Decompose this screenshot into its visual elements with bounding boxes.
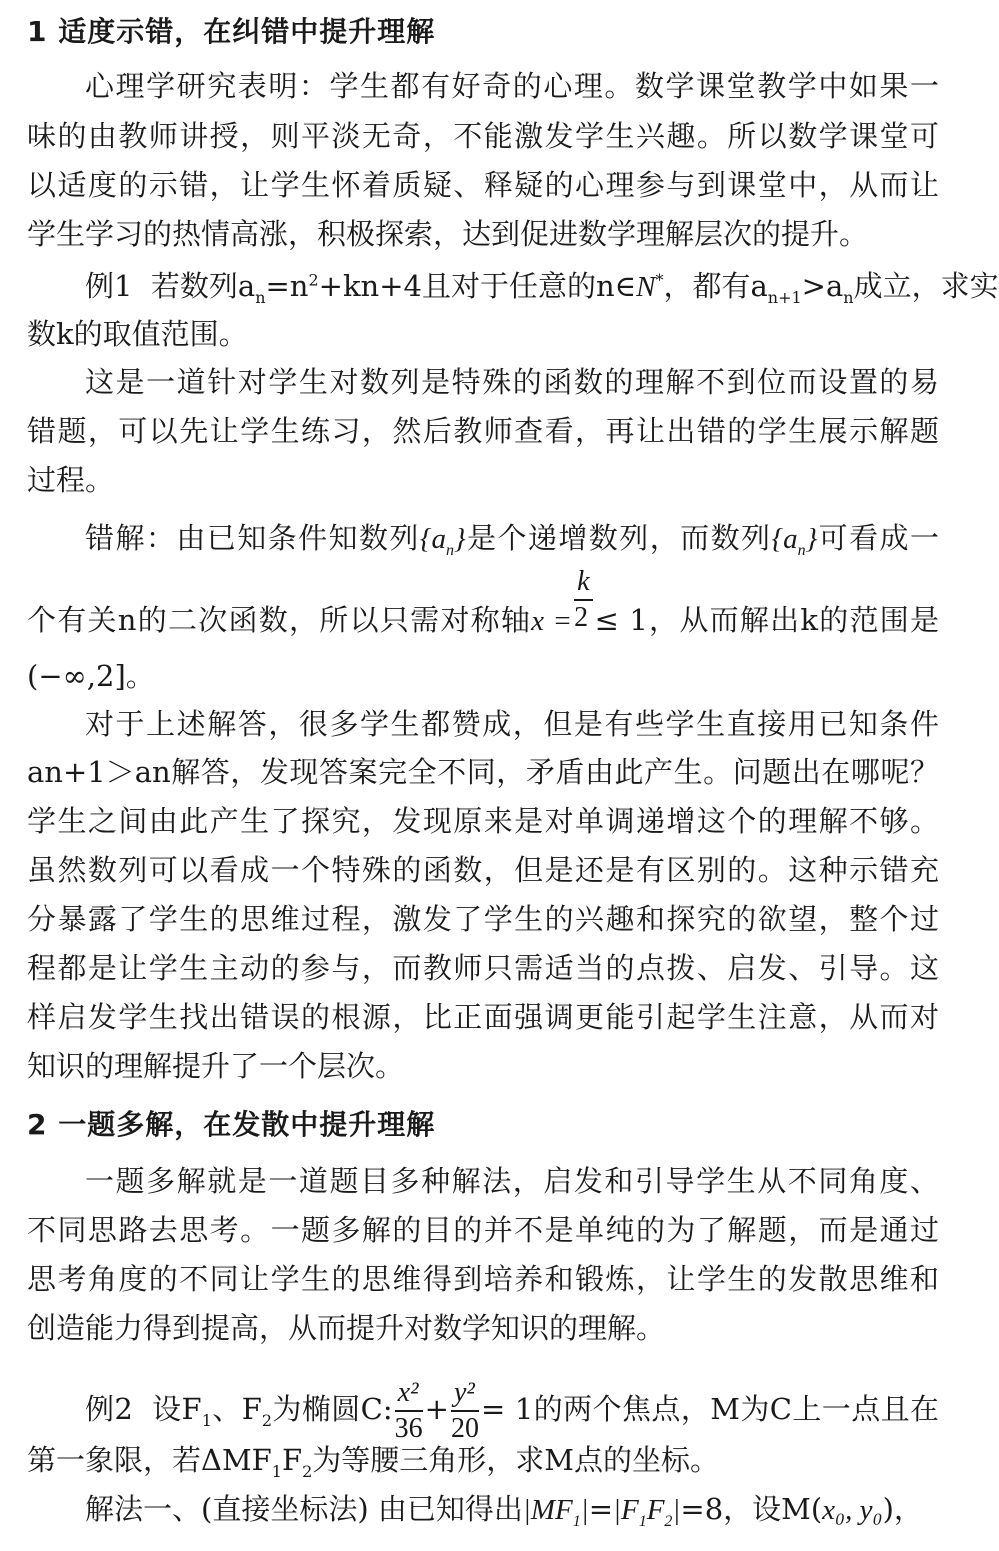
text-line: 不同思路去思考。一题多解的目的并不是单纯的为了解题，而是通过 bbox=[27, 1213, 939, 1247]
example-2-line: 例2 设$F_1$、$F_2$为椭圆C: $\frac{\text{x²}}{36}$ + $\frac{\text{y²}}{20}$ = 1的两个焦点，M为C上一点且在 bbox=[85, 1377, 940, 1444]
section-1-heading: 1 适度示错，在纠错中提升理解 bbox=[27, 15, 436, 48]
text-line: 过程。 bbox=[27, 463, 115, 497]
fraction-x2-over-36: $\frac{\text{x²}}{36}$ bbox=[394, 1377, 423, 1444]
fraction-y2-over-20: $\frac{\text{y²}}{20}$ bbox=[450, 1377, 479, 1444]
fraction-k-over-2: $\frac{k}{2}$ bbox=[574, 565, 592, 635]
text-line: 一题多解就是一道题目多种解法，启发和引导学生从不同角度、 bbox=[85, 1164, 939, 1198]
text-line: 对于上述解答，很多学生都赞成，但是有些学生直接用已知条件 bbox=[85, 707, 939, 741]
text-line: 学生学习的热情高涨，积极探索，达到促进数学理解层次的提升。 bbox=[27, 217, 869, 251]
example-1-line: 例1 若数列$a_n=n^2+kn+4$且对于任意的n∈N*，都有$a_{n+1}>a_n$成立，求实 bbox=[85, 269, 999, 307]
example-2-line-2: 第一象限，若$\Delta MF_1F_2$为等腰三角形，求M点的坐标。 bbox=[27, 1443, 719, 1481]
text-line: 分暴露了学生的思维过程，激发了学生的兴趣和探究的欲望，整个过 bbox=[27, 902, 939, 936]
wrong-solution-line-1: 错解：由已知条件知数列$\{a_n\}$是个递增数列，而数列$\{a_n\}$可看成一 bbox=[85, 521, 939, 559]
text-line: 虽然数列可以看成一个特殊的函数，但是还是有区别的。这种示错充 bbox=[27, 853, 939, 887]
text-line: 错题，可以先让学生练习，然后教师查看，再让出错的学生展示解题 bbox=[27, 414, 939, 448]
section-2-heading: 2 一题多解，在发散中提升理解 bbox=[27, 1108, 436, 1141]
text-line: 知识的理解提升了一个层次。 bbox=[27, 1049, 405, 1083]
solution-1-line: 解法一、(直接坐标法) 由已知得出$|MF_1|=|F_1F_2|=8$，设M(x₀, y₀)， bbox=[85, 1492, 923, 1530]
text-line: 程都是让学生主动的参与，而教师只需适当的点拨、启发、引导。这 bbox=[27, 951, 939, 985]
wrong-solution-line-2: 个有关n的二次函数，所以只需对称轴x = $\frac{k}{2}$ ≤ 1，从而解出k的范围是 bbox=[27, 566, 939, 637]
text-line: 味的由教师讲授，则平淡无奇，不能激发学生兴趣。所以数学课堂可 bbox=[27, 119, 939, 153]
text-line: 创造能力得到提高，从而提升对数学知识的理解。 bbox=[27, 1311, 666, 1345]
text-line: (−∞,2]。 bbox=[27, 659, 155, 693]
text-line: 样启发学生找出错误的根源，比正面强调更能引起学生注意，从而对 bbox=[27, 1000, 939, 1034]
text-line: 这是一道针对学生对数列是特殊的函数的理解不到位而设置的易 bbox=[85, 365, 939, 399]
text-line: 思考角度的不同让学生的思维得到培养和锻炼，让学生的发散思维和 bbox=[27, 1262, 939, 1296]
text-line: 数k的取值范围。 bbox=[27, 317, 248, 351]
text-line: an+1＞an解答，发现答案完全不同，矛盾由此产生。问题出在哪呢？ bbox=[27, 755, 939, 789]
text-line: 学生之间由此产生了探究，发现原来是对单调递增这个的理解不够。 bbox=[27, 804, 939, 838]
text-line: 以适度的示错，让学生怀着质疑、释疑的心理参与到课堂中，从而让 bbox=[27, 168, 939, 202]
text-line: 心理学研究表明：学生都有好奇的心理。数学课堂教学中如果一 bbox=[85, 69, 939, 103]
